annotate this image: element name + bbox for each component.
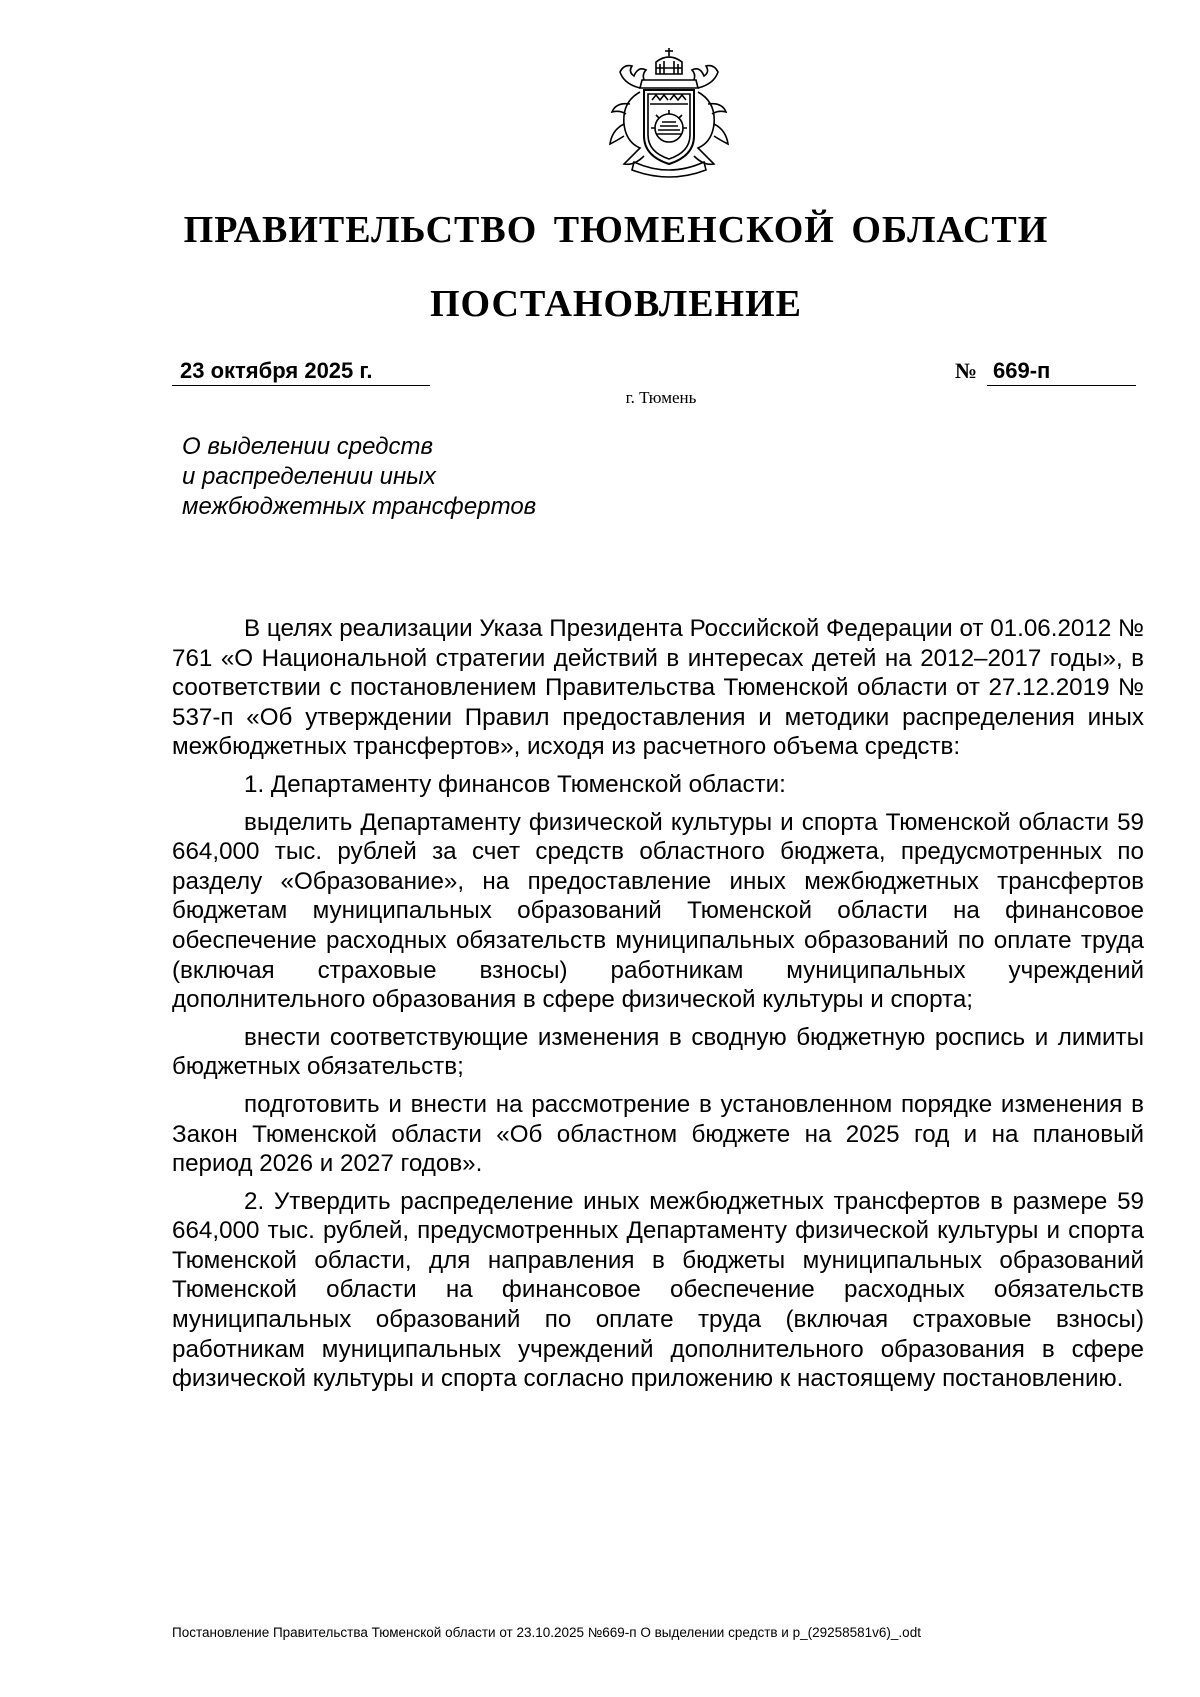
number-sign: № — [955, 358, 978, 383]
government-name: ПРАВИТЕЛЬСТВО ТЮМЕНСКОЙ ОБЛАСТИ — [183, 209, 1049, 251]
document-type-title: ПОСТАНОВЛЕНИЕ — [429, 283, 803, 325]
subject-line: межбюджетных трансфертов — [182, 493, 537, 520]
coat-of-arms-emblem — [594, 44, 744, 182]
body-paragraph-item-1: 1. Департаменту финансов Тюменской области: — [244, 770, 786, 798]
body-paragraph-amend-budget: внести соответствующие изменения в сводную бюджетную роспись и лимиты бюджетных обязательств; — [172, 1023, 1144, 1081]
document-subject — [182, 432, 536, 522]
subject-line: О выделении средств — [182, 433, 434, 460]
document-number: 669-п — [987, 356, 1136, 386]
body-paragraph-item-2: 2. Утвердить распределение иных межбюджетных трансфертов в размере 59 664,000 тыс. рублей, предусмотренных Департаменту физической культуры и спорта Тюменской области, для направления в бюджеты муниципальных образований Тюменской области на финансовое обеспечение расходных обязательств муниципальных образований по оплате труда (включая страховые взносы) работникам муниципальных учреждений дополнительного образования в сфере физической культуры и спорта согласно приложению к настоящему постановлению. — [172, 1187, 1144, 1393]
subject-line: и распределении иных — [182, 463, 436, 490]
city-label: г. Тюмень — [625, 388, 697, 407]
document-date: 23 октября 2025 г. — [172, 356, 430, 386]
document-body — [172, 614, 1144, 1402]
body-paragraph-preamble: В целях реализации Указа Президента Российской Федерации от 01.06.2012 № 761 «О Национальной стратегии действий в интересах детей на 2012–2017 годы», в соответствии с постановлением Правительства Тюменской области от 27.12.2019 № 537-п «Об утверждении Правил предоставления и методики распределения иных межбюджетных трансфертов», исходя из расчетного объема средств: — [172, 615, 1144, 761]
body-paragraph-prepare-law: подготовить и внести на рассмотрение в установленном порядке изменения в Закон Тюменской области «Об областном бюджете на 2025 год и на плановый период 2026 и 2027 годов». — [172, 1090, 1144, 1178]
footer-filename: Постановление Правительства Тюменской области от 23.10.2025 №669-п О выделении средств и р_(29258581v6)_.odt — [172, 1625, 921, 1640]
body-paragraph-allocate: выделить Департаменту физической культуры и спорта Тюменской области 59 664,000 тыс. рублей за счет средств областного бюджета, предусмотренных по разделу «Образование», на предоставление иных межбюджетных трансфертов бюджетам муниципальных образований Тюменской области на финансовое обеспечение расходных обязательств муниципальных образований по оплате труда (включая страховые взносы) работникам муниципальных учреждений дополнительного образования в сфере физической культуры и спорта; — [172, 808, 1144, 1014]
